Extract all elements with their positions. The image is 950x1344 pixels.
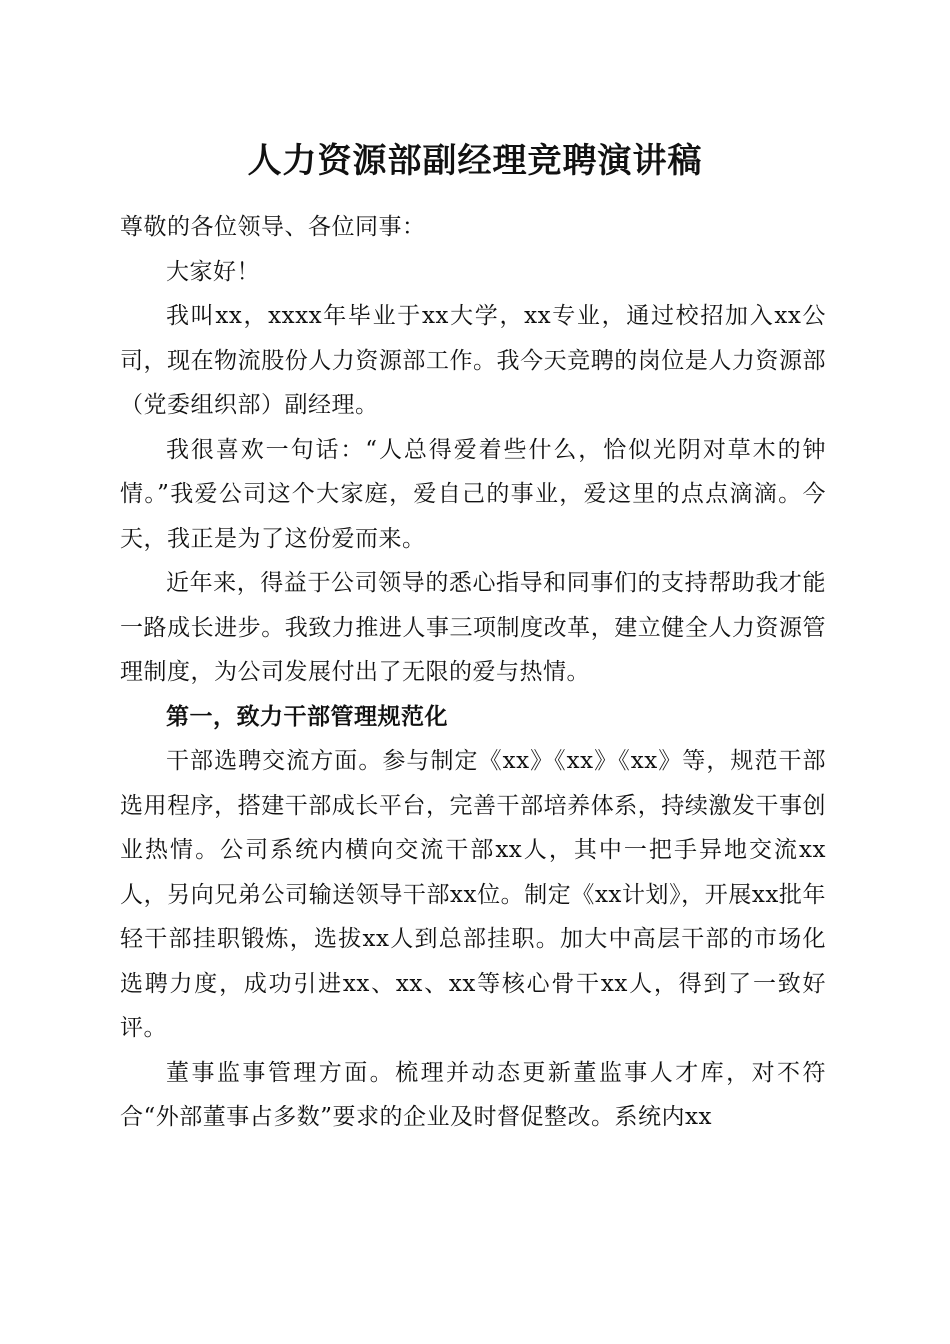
board-management-paragraph: 董事监事管理方面。梳理并动态更新董监事人才库，对不符合“外部董事占多数”要求的企业及时督促整改。系统内xx: [120, 1059, 826, 1130]
document-body: [120, 205, 826, 1140]
intro-paragraph: 我叫xx，xxxx年毕业于xx大学，xx专业，通过校招加入xx公司，现在物流股份人力资源部工作。我今天竞聘的岗位是人力资源部（党委组织部）副经理。: [120, 303, 826, 418]
greeting: 大家好！: [166, 258, 260, 285]
document-title: 人力资源部副经理竞聘演讲稿: [247, 141, 703, 181]
section-heading-1: 第一，致力干部管理规范化: [166, 702, 448, 730]
growth-paragraph: 近年来，得益于公司领导的悉心指导和同事们的支持帮助我才能一路成长进步。我致力推进人事三项制度改革，建立健全人力资源管理制度，为公司发展付出了无限的爱与热情。: [120, 570, 826, 685]
cadre-selection-paragraph: 干部选聘交流方面。参与制定《xx》《xx》《xx》等，规范干部选用程序，搭建干部成长平台，完善干部培养体系，持续激发干事创业热情。公司系统内横向交流干部xx人，其中一把手异地交流xx人，另向兄弟公司输送领导干部xx位。制定《xx计划》，开展xx批年轻干部挂职锻炼，选拔xx人到总部挂职。加大中高层干部的市场化选聘力度，成功引进xx、xx、xx等核心骨干xx人，得到了一致好评。: [120, 748, 826, 1041]
quote-paragraph: 我很喜欢一句话：“人总得爱着些什么，恰似光阴对草木的钟情。”我爱公司这个大家庭，爱自己的事业，爱这里的点点滴滴。今天，我正是为了这份爱而来。: [120, 436, 826, 552]
salutation: 尊敬的各位领导、各位同事：: [120, 214, 426, 240]
